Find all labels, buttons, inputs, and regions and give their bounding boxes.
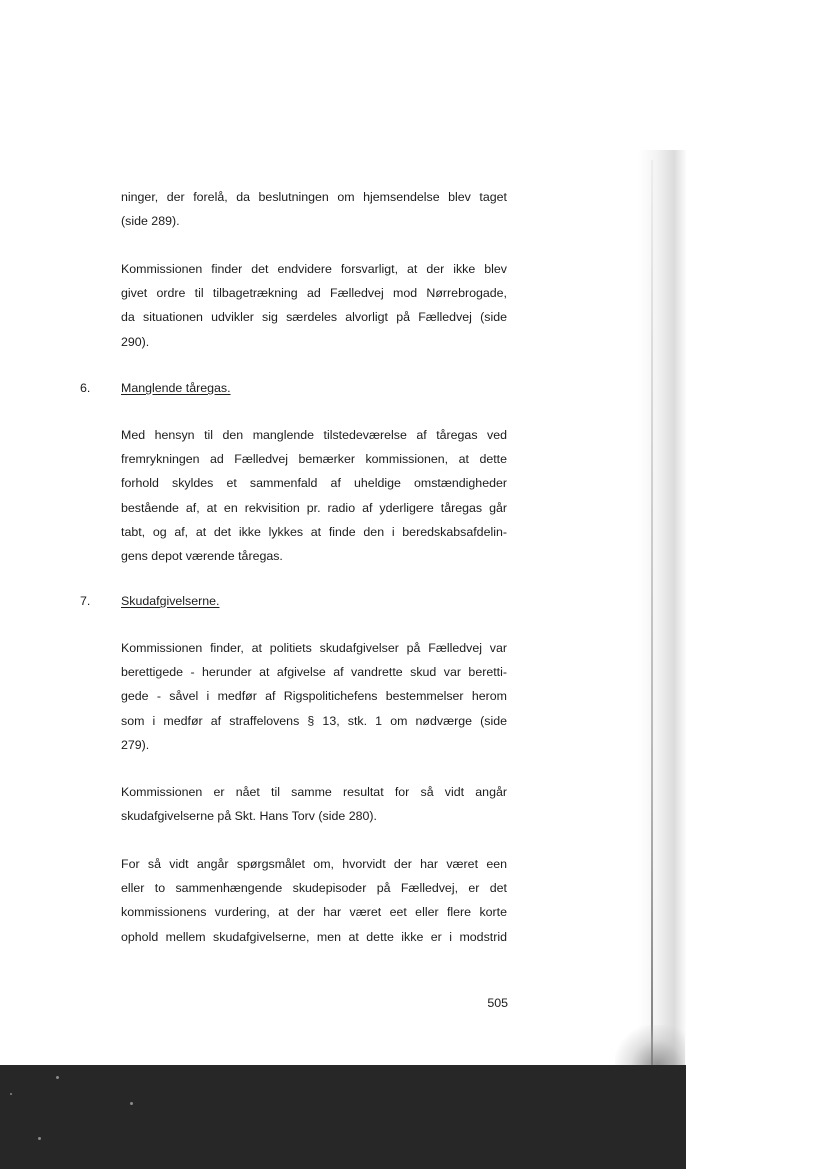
paragraph-skudafgivelser <box>121 636 507 757</box>
text-line: Med hensyn til den manglende tilstedeværelse af tåregas ved <box>121 428 507 442</box>
scan-speck <box>130 1102 133 1105</box>
section-heading: Skudafgivelserne. <box>121 594 220 608</box>
section-number: 6. <box>80 381 91 395</box>
text-line: ninger, der forelå, da beslutningen om hjemsendelse blev taget <box>121 190 507 204</box>
page-edge-line <box>651 160 653 1065</box>
scan-speck <box>10 1093 12 1095</box>
section-heading: Manglende tåregas. <box>121 381 231 395</box>
text-line: berettigede - herunder at afgivelse af vandrette skud var beretti- <box>121 665 507 680</box>
text-line: (side 289). <box>121 214 180 229</box>
text-line: eller to sammenhængende skudepisoder på Fælledvej, er det <box>121 881 507 896</box>
text-line: som i medfør af straffelovens § 13, stk. 1 om nødværge (side <box>121 713 507 728</box>
text-line: 290). <box>121 334 150 349</box>
text-line: givet ordre til tilbagetrækning ad Fælledvej mod Nørrebrogade, <box>121 286 507 301</box>
page-number: 505 <box>487 996 508 1010</box>
text-line: Kommissionen er nået til samme resultat for så vidt angår <box>121 785 507 799</box>
text-line: tabt, og af, at det ikke lykkes at finde den i beredskabsafdelin- <box>121 524 507 539</box>
text-line: Kommissionen finder, at politiets skudafgivelser på Fælledvej var <box>121 641 507 655</box>
scan-speck <box>38 1137 41 1140</box>
paragraph-hjemsendelse <box>121 185 507 233</box>
scan-speck <box>56 1076 59 1079</box>
text-line: 279). <box>121 737 150 752</box>
text-line: gede - såvel i medfør af Rigspolitichefens bestemmelser herom <box>121 689 507 704</box>
text-line: forhold skyldes et sammenfald af uheldige omstændigheder <box>121 476 507 491</box>
paragraph-taaregas <box>121 423 507 568</box>
text-line: kommissionens vurdering, at der har været eet eller flere korte <box>121 905 507 920</box>
section-number: 7. <box>80 594 91 608</box>
text-line: fremrykningen ad Fælledvej bemærker kommissionen, at dette <box>121 452 507 467</box>
page-corner-shadow <box>615 1025 685 1067</box>
text-line: bestående af, at en rekvisition pr. radio af yderligere tåregas går <box>121 500 507 515</box>
scanner-bed <box>0 1065 686 1169</box>
paragraph-skudepisoder <box>121 852 507 949</box>
text-line: skudafgivelserne på Skt. Hans Torv (side 280). <box>121 809 377 824</box>
text-line: Kommissionen finder det endvidere forsvarligt, at der ikke blev <box>121 262 507 276</box>
text-line: gens depot værende tåregas. <box>121 549 283 564</box>
text-line: ophold mellem skudafgivelserne, men at dette ikke er i modstrid <box>121 929 507 944</box>
paragraph-tilbagetraekning <box>121 257 507 354</box>
paragraph-skt-hans-torv <box>121 780 507 828</box>
page-edge-shadow <box>638 150 686 1065</box>
text-line: For så vidt angår spørgsmålet om, hvorvidt der har været een <box>121 857 507 871</box>
text-line: da situationen udvikler sig særdeles alvorligt på Fælledvej (side <box>121 310 507 325</box>
